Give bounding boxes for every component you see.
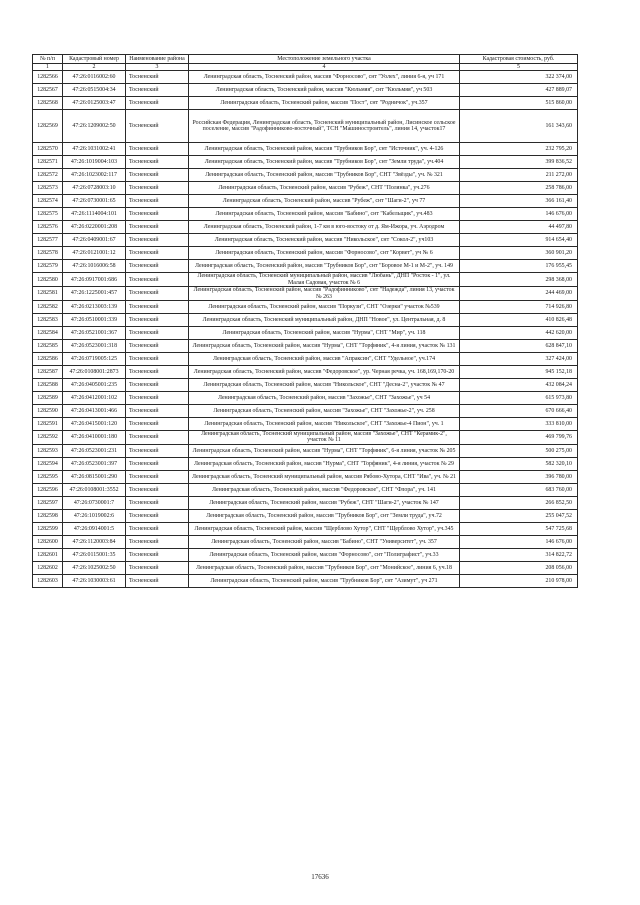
cadastral-number: 47:26:1031002:41 <box>63 143 126 156</box>
table-row <box>33 379 578 392</box>
column-number: 5 <box>460 64 578 71</box>
cadastral-number: 47:26:0523001:231 <box>63 444 126 457</box>
row-number: 1282585 <box>33 340 63 353</box>
district-name: Тосненский <box>126 195 189 208</box>
cadastral-number: 47:26:0719005:125 <box>63 353 126 366</box>
table-row <box>33 353 578 366</box>
row-number: 1282598 <box>33 509 63 522</box>
cadastral-value: 670 666,40 <box>460 405 578 418</box>
row-number: 1282583 <box>33 314 63 327</box>
cadastral-value: 683 760,00 <box>460 483 578 496</box>
row-number: 1282587 <box>33 366 63 379</box>
district-name: Тосненский <box>126 314 189 327</box>
header-cadastral-value: Кадастровая стоимость, руб. <box>460 55 578 64</box>
row-number: 1282566 <box>33 71 63 84</box>
row-number: 1282597 <box>33 496 63 509</box>
cadastral-number: 47:26:0730001:65 <box>63 195 126 208</box>
table-row <box>33 182 578 195</box>
cadastral-number: 47:26:0730001:7 <box>63 496 126 509</box>
cadastral-value: 914 654,40 <box>460 234 578 247</box>
cadastral-number: 47:26:0815001:290 <box>63 470 126 483</box>
cadastral-number: 47:26:0510001:339 <box>63 314 126 327</box>
column-number: 2 <box>63 64 126 71</box>
row-number: 1282600 <box>33 535 63 548</box>
parcel-location: Ленинградская область, Тосненский район, массив "Форносово", снт "Полиграфист", уч.33 <box>189 548 460 561</box>
district-name: Тосненский <box>126 97 189 110</box>
district-name: Тосненский <box>126 182 189 195</box>
parcel-location: Ленинградская область, Тосненский район, массив "Захожье", СНТ "Захожье-2", уч. 258 <box>189 405 460 418</box>
cadastral-value: 161 343,60 <box>460 110 578 143</box>
parcel-location: Ленинградская область, Тосненский район, массив "Никольское", снт "Сокол-2", уч103 <box>189 234 460 247</box>
cadastral-value: 945 152,18 <box>460 366 578 379</box>
parcel-location: Ленинградская область, Тосненский муниципальный район, ДНП "Новое", ул. Центральная, д. 8 <box>189 314 460 327</box>
table-row <box>33 273 578 287</box>
table-row <box>33 221 578 234</box>
parcel-location: Ленинградская область, Тосненский район, массив "Захожье", СНТ "Захожье", уч 54 <box>189 392 460 405</box>
row-number: 1282602 <box>33 561 63 574</box>
district-name: Тосненский <box>126 509 189 522</box>
cadastral-number: 47:26:0917001:686 <box>63 273 126 287</box>
row-number: 1282599 <box>33 522 63 535</box>
cadastral-value: 469 799,76 <box>460 431 578 445</box>
table-row <box>33 287 578 301</box>
parcel-location: Ленинградская область, Тосненский район, массив "Нурма", СНТ "Мир", уч. 118 <box>189 327 460 340</box>
parcel-location: Ленинградская область, Тосненский район, массив "Форносово", снт "Корвет", уч № 6 <box>189 247 460 260</box>
table-row <box>33 535 578 548</box>
cadastral-value: 442 620,00 <box>460 327 578 340</box>
cadastral-number: 47:26:0515004:34 <box>63 84 126 97</box>
table-row <box>33 574 578 587</box>
parcel-location: Ленинградская область, Тосненский район, массив "Щерблово Хутор", СНТ "Щерблово Хутор", уч.345 <box>189 522 460 535</box>
table-row <box>33 561 578 574</box>
table-row <box>33 457 578 470</box>
table-row <box>33 314 578 327</box>
district-name: Тосненский <box>126 247 189 260</box>
district-name: Тосненский <box>126 522 189 535</box>
table-row <box>33 234 578 247</box>
cadastral-number: 47:26:0415001:120 <box>63 418 126 431</box>
page-number: 17636 <box>311 873 329 881</box>
district-name: Тосненский <box>126 221 189 234</box>
parcel-location: Ленинградская область, Тосненский район, 1-7 км в юго-востоку от д. Ям-Ижора, уч. Аэродром <box>189 221 460 234</box>
row-number: 1282573 <box>33 182 63 195</box>
table-header-row <box>33 55 578 64</box>
cadastral-value: 258 786,00 <box>460 182 578 195</box>
district-name: Тосненский <box>126 169 189 182</box>
cadastral-value: 298 368,00 <box>460 273 578 287</box>
cadastral-value: 211 272,00 <box>460 169 578 182</box>
table-row <box>33 444 578 457</box>
parcel-location: Ленинградская область, Тосненский район, массив "Бабино", снт "Кабельщик", уч.483 <box>189 208 460 221</box>
parcel-location: Ленинградская область, Тосненский район, массив "Радофинниково", снт "Надежда", линия 13, участок № 263 <box>189 287 460 301</box>
cadastral-number: 47:26:0412001:102 <box>63 392 126 405</box>
parcel-location: Ленинградская область, Тосненский район, массив "Нурма", СНТ "Торфяник", 6-я линия, участок № 205 <box>189 444 460 457</box>
parcel-location: Ленинградская область, Тосненский район, массив "Трубников Бор", снт "Боровое М-1 и М-2", уч. 149 <box>189 260 460 273</box>
cadastral-value: 266 852,50 <box>460 496 578 509</box>
cadastral-value: 176 955,45 <box>460 260 578 273</box>
table-row <box>33 195 578 208</box>
row-number: 1282567 <box>33 84 63 97</box>
district-name: Тосненский <box>126 327 189 340</box>
district-name: Тосненский <box>126 353 189 366</box>
parcel-location: Ленинградская область, Тосненский район, массив "Трубников Бор", снт "Азимут", уч 271 <box>189 574 460 587</box>
header-district-name: Наименование района <box>126 55 189 64</box>
table-row <box>33 301 578 314</box>
row-number: 1282593 <box>33 444 63 457</box>
table-row <box>33 470 578 483</box>
header-location: Местоположение земельного участка <box>189 55 460 64</box>
table-row <box>33 340 578 353</box>
cadastral-value: 232 795,20 <box>460 143 578 156</box>
row-number: 1282588 <box>33 379 63 392</box>
cadastral-value: 44 497,80 <box>460 221 578 234</box>
district-name: Тосненский <box>126 470 189 483</box>
column-number: 3 <box>126 64 189 71</box>
cadastral-value: 366 161,40 <box>460 195 578 208</box>
table-row <box>33 392 578 405</box>
district-name: Тосненский <box>126 548 189 561</box>
cadastral-number: 47:26:0405001:235 <box>63 379 126 392</box>
row-number: 1282577 <box>33 234 63 247</box>
cadastral-number: 47:26:0108001:3552 <box>63 483 126 496</box>
column-number-row <box>33 64 578 71</box>
parcel-location: Ленинградская область, Тосненский район, массив "Трубников Бор", снт "Источник", уч. 4-126 <box>189 143 460 156</box>
table-row <box>33 71 578 84</box>
parcel-location: Ленинградская область, Тосненский муниципальный район, массив Рябово-Хутора, СНТ "Ива", уч. № 21 <box>189 470 460 483</box>
parcel-location: Ленинградская область, Тосненский район, массив "Нурма", СНТ "Торфяник", 4-я линия, участок № 131 <box>189 340 460 353</box>
table-row <box>33 483 578 496</box>
district-name: Тосненский <box>126 234 189 247</box>
district-name: Тосненский <box>126 110 189 143</box>
district-name: Тосненский <box>126 574 189 587</box>
table-row <box>33 405 578 418</box>
cadastral-value: 255 047,52 <box>460 509 578 522</box>
row-number: 1282574 <box>33 195 63 208</box>
cadastral-number: 47:26:0121001:12 <box>63 247 126 260</box>
district-name: Тосненский <box>126 392 189 405</box>
cadastral-number: 47:26:0409001:67 <box>63 234 126 247</box>
header-row-number: № п/п <box>33 55 63 64</box>
table-row <box>33 260 578 273</box>
district-name: Тосненский <box>126 444 189 457</box>
cadastral-number: 47:26:0115001:35 <box>63 548 126 561</box>
district-name: Тосненский <box>126 143 189 156</box>
district-name: Тосненский <box>126 496 189 509</box>
cadastral-number: 47:26:1016006:58 <box>63 260 126 273</box>
district-name: Тосненский <box>126 366 189 379</box>
parcel-location: Ленинградская область, Тосненский район, массив "Трубников Бор", снт "Земли труда", уч.404 <box>189 156 460 169</box>
parcel-location: Ленинградская область, Тосненский район, массив "Трубников Бор", СНТ "Звёзды", уч. № 321 <box>189 169 460 182</box>
parcel-location: Ленинградская область, Тосненский район, массив "Бабино", СНТ "Университет", уч. 357 <box>189 535 460 548</box>
cadastral-value: 208 056,00 <box>460 561 578 574</box>
cadastral-number: 47:26:0220001:208 <box>63 221 126 234</box>
table-row <box>33 84 578 97</box>
row-number: 1282570 <box>33 143 63 156</box>
table-row <box>33 169 578 182</box>
cadastral-value: 314 822,72 <box>460 548 578 561</box>
cadastral-value: 146 676,00 <box>460 535 578 548</box>
parcel-location: Ленинградская область, Тосненский район, массив "Пост", снт "Родничок", уч.357 <box>189 97 460 110</box>
cadastral-number: 47:26:0914001:5 <box>63 522 126 535</box>
district-name: Тосненский <box>126 208 189 221</box>
cadastral-value: 333 810,00 <box>460 418 578 431</box>
table-row <box>33 110 578 143</box>
cadastral-number: 47:26:1019004:103 <box>63 156 126 169</box>
row-number: 1282568 <box>33 97 63 110</box>
table-row <box>33 247 578 260</box>
district-name: Тосненский <box>126 260 189 273</box>
parcel-location: Ленинградская область, Тосненский район, массив "Трубников Бор", снт "Земли труда", уч.72 <box>189 509 460 522</box>
parcel-location: Ленинградская область, Тосненский муниципальный район, массив "Захожье", СНТ "Керамик-2", участок № 11 <box>189 431 460 445</box>
district-name: Тосненский <box>126 483 189 496</box>
cadastral-value: 210 978,00 <box>460 574 578 587</box>
parcel-location: Ленинградская область, Тосненский район, массив "Рубеж", СНТ "Шаги-2", участок № 147 <box>189 496 460 509</box>
district-name: Тосненский <box>126 340 189 353</box>
table-row <box>33 548 578 561</box>
row-number: 1282578 <box>33 247 63 260</box>
table-row <box>33 143 578 156</box>
district-name: Тосненский <box>126 535 189 548</box>
cadastral-number: 47:26:0523001:397 <box>63 457 126 470</box>
parcel-location: Ленинградская область, Тосненский район, массив "Федоровское", ур. Черная речка, уч. 168,169,170-20 <box>189 366 460 379</box>
cadastral-value: 146 676,00 <box>460 208 578 221</box>
district-name: Тосненский <box>126 301 189 314</box>
cadastral-number: 47:26:0413001:466 <box>63 405 126 418</box>
row-number: 1282589 <box>33 392 63 405</box>
row-number: 1282590 <box>33 405 63 418</box>
table-row <box>33 431 578 445</box>
cadastral-value: 322 374,00 <box>460 71 578 84</box>
cadastral-number: 47:26:0125003:47 <box>63 97 126 110</box>
parcel-location: Ленинградская область, Тосненский район, массив "Форносово", снт "Уолех", линия 6-я, уч 171 <box>189 71 460 84</box>
district-name: Тосненский <box>126 405 189 418</box>
cadastral-number: 47:26:0116002:60 <box>63 71 126 84</box>
parcel-location: Ленинградская область, Тосненский район, массив "Рубеж", снт "Шаги-2", уч 77 <box>189 195 460 208</box>
district-name: Тосненский <box>126 431 189 445</box>
cadastral-number: 47:26:0108001:2873 <box>63 366 126 379</box>
cadastral-number: 47:26:0523001:318 <box>63 340 126 353</box>
cadastral-value: 410 826,48 <box>460 314 578 327</box>
row-number: 1282572 <box>33 169 63 182</box>
cadastral-number: 47:26:0410001:180 <box>63 431 126 445</box>
column-number: 1 <box>33 64 63 71</box>
cadastral-value: 547 725,68 <box>460 522 578 535</box>
cadastral-number: 47:26:0521001:367 <box>63 327 126 340</box>
row-number: 1282575 <box>33 208 63 221</box>
cadastral-number: 47:26:1023002:117 <box>63 169 126 182</box>
cadastral-number: 47:26:1225001:457 <box>63 287 126 301</box>
cadastral-value: 432 084,24 <box>460 379 578 392</box>
table-row <box>33 496 578 509</box>
column-number: 4 <box>189 64 460 71</box>
cadastral-value-table <box>32 54 578 588</box>
cadastral-value: 427 889,07 <box>460 84 578 97</box>
cadastral-number: 47:26:1114004:101 <box>63 208 126 221</box>
table-row <box>33 366 578 379</box>
row-number: 1282579 <box>33 260 63 273</box>
parcel-location: Российская Федерация, Ленинградская область, Тосненский муниципальный район, Лисинское сельское поселение, массив "Радофинниково-восточный", ТСН "Машиностроитель", линия 14, участок17 <box>189 110 460 143</box>
cadastral-number: 47:26:1209002:50 <box>63 110 126 143</box>
row-number: 1282591 <box>33 418 63 431</box>
cadastral-value: 515 860,00 <box>460 97 578 110</box>
cadastral-number: 47:26:1030003:61 <box>63 574 126 587</box>
row-number: 1282569 <box>33 110 63 143</box>
parcel-location: Ленинградская область, Тосненский район, массив "Никольское", СНТ "Захожье-4 Пион", уч. 1 <box>189 418 460 431</box>
cadastral-value: 500 275,00 <box>460 444 578 457</box>
row-number: 1282601 <box>33 548 63 561</box>
parcel-location: Ленинградская область, Тосненский район, массив "Рубеж", СНТ "Полянка", уч.276 <box>189 182 460 195</box>
row-number: 1282586 <box>33 353 63 366</box>
cadastral-value: 714 926,80 <box>460 301 578 314</box>
row-number: 1282595 <box>33 470 63 483</box>
parcel-location: Ленинградская область, Тосненский район, массив "Поркузи", СНТ "Озерки" участок №539 <box>189 301 460 314</box>
row-number: 1282592 <box>33 431 63 445</box>
parcel-location: Ленинградская область, Тосненский район, массив "Трубников Бор", снт "Монийское", линия 6, уч.18 <box>189 561 460 574</box>
table-row <box>33 522 578 535</box>
cadastral-value: 360 901,20 <box>460 247 578 260</box>
row-number: 1282580 <box>33 273 63 287</box>
cadastral-number: 47:26:1025002:50 <box>63 561 126 574</box>
district-name: Тосненский <box>126 561 189 574</box>
district-name: Тосненский <box>126 71 189 84</box>
cadastral-value: 628 847,10 <box>460 340 578 353</box>
district-name: Тосненский <box>126 273 189 287</box>
parcel-location: Ленинградская область, Тосненский район, массив "Нурма", СНТ "Торфяник", 4-я линия, участок № 29 <box>189 457 460 470</box>
row-number: 1282576 <box>33 221 63 234</box>
header-cadastral-number: Кадастровый номер <box>63 55 126 64</box>
cadastral-value: 582 320,10 <box>460 457 578 470</box>
district-name: Тосненский <box>126 457 189 470</box>
row-number: 1282596 <box>33 483 63 496</box>
district-name: Тосненский <box>126 84 189 97</box>
cadastral-value: 615 973,80 <box>460 392 578 405</box>
district-name: Тосненский <box>126 287 189 301</box>
cadastral-number: 47:26:0728003:10 <box>63 182 126 195</box>
cadastral-value: 327 424,00 <box>460 353 578 366</box>
parcel-location: Ленинградская область, Тосненский район, массив "Федоровское", СНТ "Флора", уч. 141 <box>189 483 460 496</box>
row-number: 1282581 <box>33 287 63 301</box>
district-name: Тосненский <box>126 156 189 169</box>
table-row <box>33 418 578 431</box>
cadastral-number: 47:26:0213003:139 <box>63 301 126 314</box>
district-name: Тосненский <box>126 418 189 431</box>
row-number: 1282603 <box>33 574 63 587</box>
table-row <box>33 97 578 110</box>
table-row <box>33 208 578 221</box>
parcel-location: Ленинградская область, Тосненский район, массив "Апраксин", СНТ "Удельное", уч.174 <box>189 353 460 366</box>
table-row <box>33 156 578 169</box>
parcel-location: Ленинградская область, Тосненский район, массив "Никольское", СНТ "Десна-2", участок № 47 <box>189 379 460 392</box>
parcel-location: Ленинградская область, Тосненский муниципальный район, массив "Любань", ДНП "Росток - 1", ул. Малая Садовая, участок № 6 <box>189 273 460 287</box>
row-number: 1282584 <box>33 327 63 340</box>
cadastral-value: 396 780,00 <box>460 470 578 483</box>
district-name: Тосненский <box>126 379 189 392</box>
row-number: 1282582 <box>33 301 63 314</box>
parcel-location: Ленинградская область, Тосненский район, массив "Кюльмяя", снт "Кюльмяя", уч 503 <box>189 84 460 97</box>
cadastral-value: 399 836,52 <box>460 156 578 169</box>
cadastral-number: 47:26:1019002:6 <box>63 509 126 522</box>
cadastral-value: 244 469,00 <box>460 287 578 301</box>
table-row <box>33 327 578 340</box>
cadastral-number: 47:26:1120003:84 <box>63 535 126 548</box>
table-row <box>33 509 578 522</box>
row-number: 1282571 <box>33 156 63 169</box>
row-number: 1282594 <box>33 457 63 470</box>
